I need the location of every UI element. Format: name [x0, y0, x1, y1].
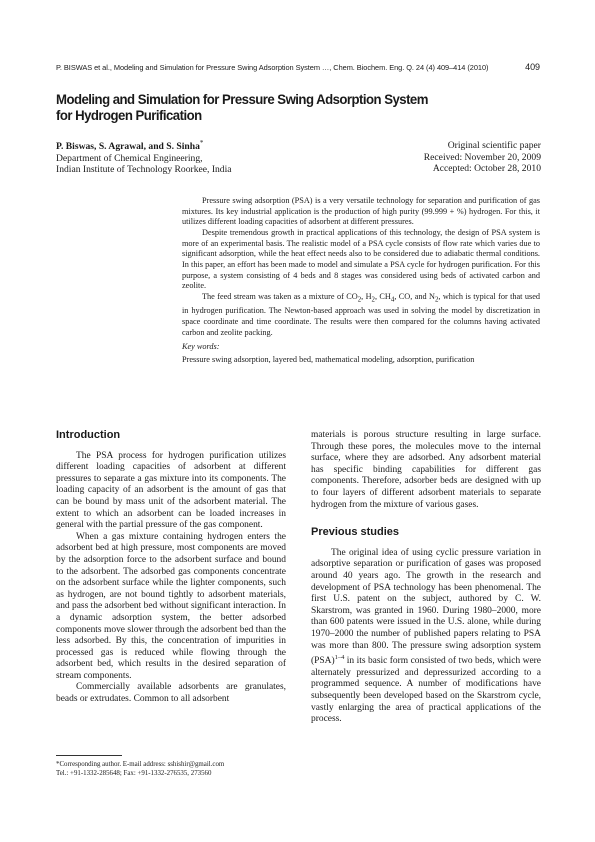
intro-paragraph-3-continued: materials is porous structure resulting in large surface. Through these pores, the molecules move to the internal surface, where they are adsorbed. Any adsorbent material has specific binding capabilities for different gas components. Therefore, adsorber beds are designed with up to four layers of different adsorbent materials to separate hydrogen from the mixture of various gases. — [311, 430, 541, 510]
running-head — [56, 63, 540, 72]
footnote-line-2: Tel.: +91-1332-285648; Fax: +91-1332-276535, 273560 — [56, 770, 212, 777]
keywords: Pressure swing adsorption, layered bed, mathematical modeling, adsorption, purification — [182, 354, 475, 364]
section-heading-introduction: Introduction — [56, 429, 121, 441]
footnote-line-1: *Corresponding author. E-mail address: sshishir@gmail.com — [56, 761, 225, 768]
received-date: Received: November 20, 2009 — [423, 151, 541, 163]
author-block — [56, 138, 232, 176]
paper-type: Original scientific paper — [447, 140, 541, 151]
abstract-p3-text: , CO, and N — [394, 291, 435, 301]
citation-superscript: 1–4 — [334, 654, 345, 662]
title-line-1: Modeling and Simulation for Pressure Swing Adsorption System — [56, 92, 428, 107]
subscript: 2 — [357, 296, 362, 304]
intro-paragraph-3: Commercially available adsorbents are granulates, beads or extrudates. Common to all adsorbent — [56, 682, 286, 705]
previous-paragraph-1 — [311, 548, 541, 726]
intro-paragraph-2: When a gas mixture containing hydrogen enters the adsorbent bed at high pressure, most components are moved by the adsorption force to the adsorbent surface and bound to the adsorbent. The adsorbed gas components concentrate on the adsorbent surface while the lighter components, such as hydrogen, are not bound tightly to adsorbent materials, and pass the adsorbent bed without significant interaction. In a dynamic adsorption system, the better adsorbed components move slower through the adsorbent bed than the less adsorbed. By this, the concentration of impurities in processed gas is reduced while flowing through the adsorbent bed, which results in the desired separation of stream components. — [56, 531, 286, 681]
previous-p1-text: The original idea of using cyclic pressure variation in adsorptive separation or purification of gases was proposed around 40 years ago. The growth in the research and development of PSA technology has been phenomenal. The first U.S. patent on the subject, authored by C. W. Skarstrom, was granted in 1960. During 1980–2000, more than 600 patents were issued in the U.S. alone, while during 1970–2000 the number of published papers relating to PSA was more than 800. The pressure swing adsorption system (PSA) — [311, 547, 541, 667]
intro-paragraph-1: The PSA process for hydrogen purification utilizes different loading capacities of adsorbent at different pressures to separate a gas mixture into its components. The loading capacity of an adsorbent is the amount of gas that can be bound by mass unit of the adsorbent material. The extent to which an adsorbent can be loaded increases in general with the partial pressure of the gas component. — [56, 450, 286, 531]
footnote — [56, 760, 286, 778]
running-head-text: P. BISWAS et al., Modeling and Simulation for Pressure Swing Adsorption System …, Chem. Biochem. Eng. Q. 24 (4) 409–414 (2010) — [56, 63, 489, 72]
abstract — [182, 196, 540, 365]
previous-p1-text: in its basic form consisted of two beds, which were alternately pressurized and depressurized according to a programmed sequence. A number of modifications have subsequently been developed based on the Skarstrom cycle, vastly enlarging the area of practical applications of the process. — [311, 656, 541, 725]
subscript: 2 — [434, 296, 439, 304]
keywords-label: Key words: — [182, 342, 220, 352]
paper-info — [424, 140, 541, 175]
footnote-rule — [56, 755, 122, 756]
corresponding-mark: * — [199, 139, 204, 147]
affiliation-line-2: Indian Institute of Technology Roorkee, India — [56, 164, 232, 176]
abstract-paragraph-2: Despite tremendous growth in practical applications of this technology, the design of PSA system is more of an experimental basis. The realistic model of a PSA cycle consists of flow rate which varies due to significant adsorption, while the heat effect needs also to be considered due to adiabatic thermal conditions. In this paper, an effort has been made to model and simulate a PSA cycle for hydrogen purification. For this purpose, a system consisting of 4 beds and 8 stages was considered using beds of activated carbon and zeolite. — [182, 227, 540, 291]
affiliation-line-1: Department of Chemical Engineering, — [56, 152, 203, 164]
paper-title — [56, 92, 525, 124]
abstract-p3-text: , CH — [374, 291, 391, 301]
accepted-date: Accepted: October 28, 2010 — [432, 163, 541, 174]
abstract-p3-text: The feed stream was taken as a mixture of CO — [202, 291, 358, 301]
title-line-2: for Hydrogen Purification — [56, 108, 202, 123]
right-column — [311, 430, 541, 726]
subscript: 2 — [371, 296, 375, 304]
abstract-paragraph-3 — [182, 292, 540, 338]
subscript: 4 — [390, 296, 395, 304]
page-number: 409 — [525, 62, 540, 72]
author-names: P. Biswas, S. Agrawal, and S. Sinha — [56, 141, 200, 153]
author-names-line — [56, 138, 232, 153]
abstract-p3-text: , H — [361, 291, 372, 301]
abstract-p3-text: , which is typical for that used in hydrogen purification. The Newton-based approach was used in solving the model by discretization in space coordinate and time coordinate. The results were then compared for the columns having activated carbon and zeolite packing. — [182, 291, 540, 337]
section-heading-previous-studies: Previous studies — [311, 526, 400, 539]
left-column — [56, 430, 286, 706]
abstract-paragraph-1: Pressure swing adsorption (PSA) is a very versatile technology for separation and purification of gas mixtures. Its key industrial application is the production of high purity (99.999 + %) hydrogen. For this, it utilizes different loading capacities of adsorbent at different pressures. — [182, 196, 540, 227]
